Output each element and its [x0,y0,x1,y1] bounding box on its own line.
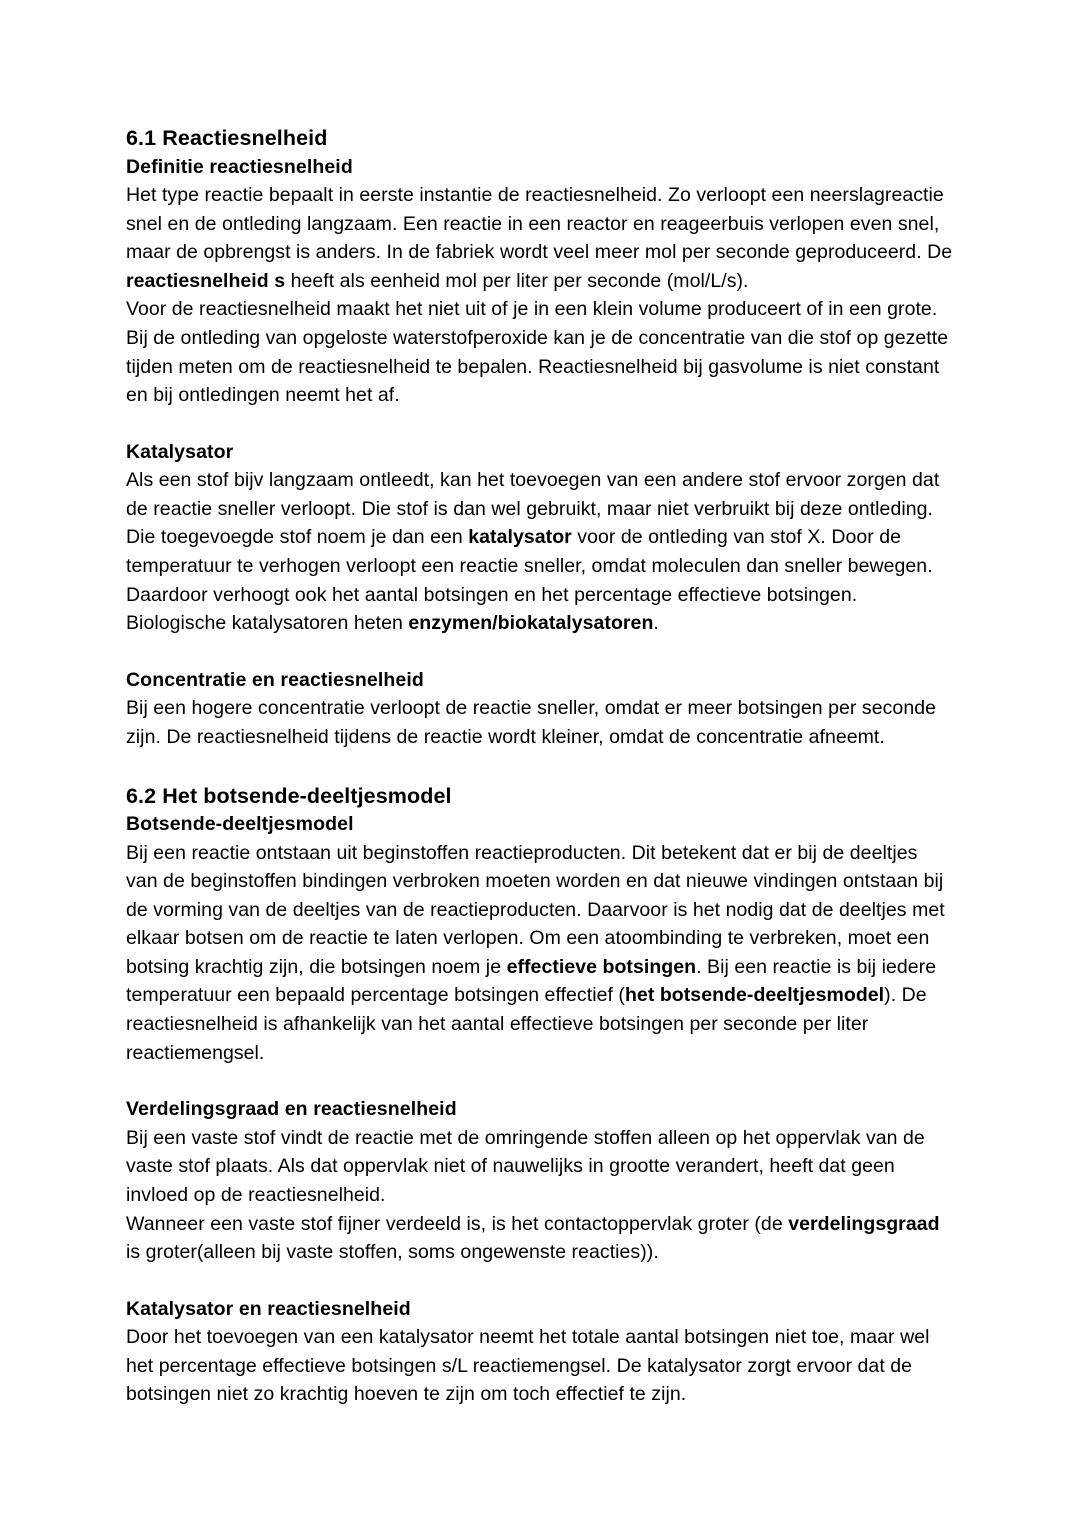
paragraph-katalysator-reactiesnelheid-1: Door het toevoegen van een katalysator neemt het totale aantal botsingen niet toe, maar wel het percentage effectieve botsingen s/L reactiemengsel. De katalysator zorgt ervoor dat de botsingen niet zo krachtig hoeven te zijn om toch effectief te zijn. [126,1326,930,1406]
spacer [126,410,954,438]
spacer [126,1067,954,1095]
spacer [126,752,954,782]
paragraph-katalysator-1: Als een stof bijv langzaam ontleedt, kan het toevoegen van een andere stof ervoor zorgen dat de reactie sneller verloopt. Die stof is dan wel gebruikt, maar niet verbruikt bij deze ontleding. Die toegevoegde stof noem je dan een katalysator voor de ontleding van stof X. Door de temperatuur te verhogen verloopt een reactie sneller, omdat moleculen dan sneller bewegen. Daardoor verhoogt ook het aantal botsingen en het percentage effectieve botsingen. Biologische katalysatoren heten enzymen/biokatalysatoren. [126,469,940,635]
subheading-concentratie-en-reactiesnelheid: Concentratie en reactiesnelheid [126,668,424,691]
paragraph-definitie-2: Voor de reactiesnelheid maakt het niet uit of je in een klein volume produceert of in een grote. Bij de ontleding van opgeloste waterstofperoxide kan je de concentratie van die stof op gezette tijden meten om de reactiesnelheid te bepalen. Reactiesnelheid bij gasvolume is niet constant en bij ontledingen neemt het af. [126,298,949,407]
paragraph-botsende-deeltjesmodel-1: Bij een reactie ontstaan uit beginstoffen reactieproducten. Dit betekent dat er bij de deeltjes van de beginstoffen bindingen verbroken moeten worden en dat nieuwe vindingen ontstaan bij de vorming van de deeltjes van de reactieproducten. Daarvoor is het nodig dat de deeltjes met elkaar botsen om de reactie te laten verlopen. Om een atoombinding te verbreken, moet een botsing krachtig zijn, die botsingen noem je effectieve botsingen. Bij een reactie is bij iedere temperatuur een bepaald percentage botsingen effectief (het botsende-deeltjesmodel). De reactiesnelheid is afhankelijk van het aantal effectieve botsingen per seconde per liter reactiemengsel. [126,841,945,1064]
paragraph-verdelingsgraad-1: Bij een vaste stof vindt de reactie met de omringende stoffen alleen op het oppervlak van de vaste stof plaats. Als dat oppervlak niet of nauwelijks in grootte verandert, heeft dat geen invloed op de reactiesnelheid. [126,1126,925,1206]
document-content [126,124,954,1409]
spacer [126,638,954,666]
subheading-katalysator-en-reactiesnelheid: Katalysator en reactiesnelheid [126,1297,411,1320]
subheading-definitie-reactiesnelheid: Definitie reactiesnelheid [126,155,353,178]
subheading-katalysator: Katalysator [126,440,234,463]
section-heading-6-2: 6.2 Het botsende-deeltjesmodel [126,783,452,808]
paragraph-verdelingsgraad-2: Wanneer een vaste stof fijner verdeeld is, is het contactoppervlak groter (de verdelingsgraad is groter(alleen bij vaste stoffen, soms ongewenste reacties)). [126,1212,940,1264]
subheading-verdelingsgraad-en-reactiesnelheid: Verdelingsgraad en reactiesnelheid [126,1098,457,1121]
section-heading-6-1: 6.1 Reactiesnelheid [126,126,328,150]
spacer [126,1267,954,1295]
paragraph-concentratie-1: Bij een hogere concentratie verloopt de reactie sneller, omdat er meer botsingen per seconde zijn. De reactiesnelheid tijdens de reactie wordt kleiner, omdat de concentratie afneemt. [126,697,937,748]
subheading-botsende-deeltjesmodel: Botsende-deeltjesmodel [126,813,354,835]
paragraph-definitie-1: Het type reactie bepaalt in eerste instantie de reactiesnelheid. Zo verloopt een neerslagreactie snel en de ontleding langzaam. Een reactie in een reactor en reageerbuis verlopen even snel, maar de opbrengst is anders. In de fabriek wordt veel meer mol per seconde geproduceerd. De reactiesnelheid s heeft als eenheid mol per liter per seconde (mol/L/s). [126,184,953,292]
